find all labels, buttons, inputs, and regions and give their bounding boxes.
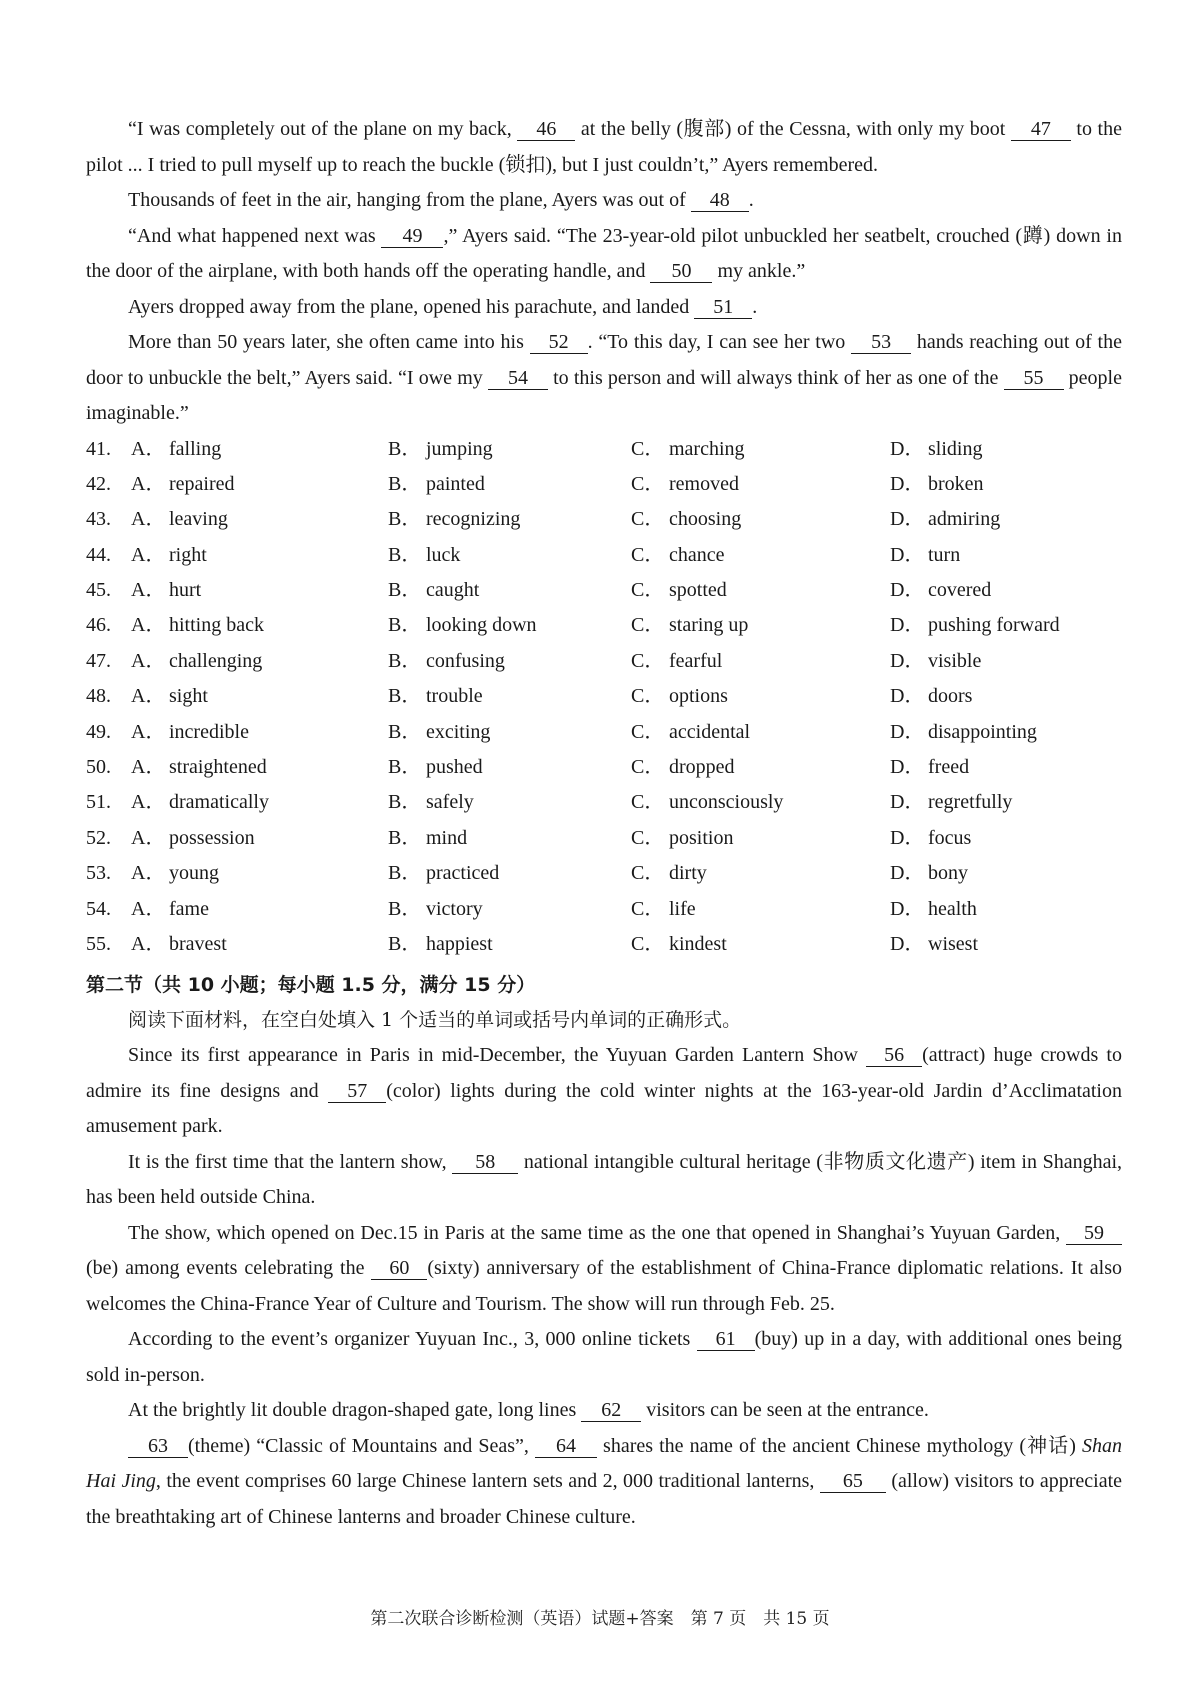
option-letter: C． — [631, 649, 665, 672]
option-letter: B． — [388, 932, 422, 955]
option-letter: B． — [388, 897, 422, 920]
option-row — [86, 785, 1122, 820]
option-b — [388, 821, 467, 856]
option-letter: B． — [388, 472, 422, 495]
text: Thousands of feet in the air, hanging from the plane, Ayers was out of — [128, 189, 691, 211]
option-c — [631, 856, 707, 891]
section-instruction: 阅读下面材料，在空白处填入 1 个适当的单词或括号内单词的正确形式。 — [128, 1009, 742, 1032]
option-b — [388, 467, 485, 502]
option-letter: C． — [631, 472, 665, 495]
option-text: practiced — [426, 862, 500, 885]
text: (color) lights during the cold winter nights at the 163-year-old Jardin d’Acclimatation amusement park. — [86, 1079, 1122, 1138]
question-number: 48. — [86, 685, 111, 708]
option-c — [631, 644, 722, 679]
option-text: admiring — [928, 508, 1001, 531]
option-text: visible — [928, 649, 982, 672]
option-text: unconsciously — [669, 791, 784, 814]
option-letter: D． — [890, 437, 925, 460]
option-c — [631, 750, 735, 785]
option-text: kindest — [669, 932, 727, 955]
text: (attract) huge crowds to admire its fine designs and — [86, 1044, 1122, 1102]
option-letter: B． — [388, 579, 422, 602]
question-number: 41. — [86, 437, 111, 460]
option-row — [86, 892, 1122, 927]
blank-65: 65 — [820, 1470, 886, 1493]
text: Ayers dropped away from the plane, opened his parachute, and landed — [128, 295, 695, 318]
option-row — [86, 821, 1122, 856]
option-text: turn — [928, 543, 961, 566]
option-text: falling — [169, 437, 222, 460]
question-number: 42. — [86, 472, 111, 495]
option-a — [131, 573, 201, 608]
option-d — [890, 467, 984, 502]
blank-49: 49 — [381, 225, 443, 248]
blank-47: 47 — [1011, 118, 1071, 141]
option-text: health — [928, 897, 977, 920]
option-b — [388, 679, 483, 714]
option-d — [890, 608, 1060, 643]
question-number: 54. — [86, 897, 111, 920]
blank-50: 50 — [650, 260, 712, 283]
blank-48: 48 — [691, 189, 749, 212]
option-d — [890, 785, 1012, 820]
option-text: life — [669, 897, 696, 920]
option-row — [86, 608, 1122, 643]
blank-60: 60 — [371, 1257, 427, 1280]
option-text: caught — [426, 579, 480, 602]
option-a — [131, 644, 262, 679]
text: at the belly (腹部) of the Cessna, with only my boot — [575, 118, 1011, 140]
blank-54: 54 — [488, 367, 548, 390]
option-letter: B． — [388, 720, 422, 743]
option-text: marching — [669, 437, 745, 460]
option-letter: A． — [131, 720, 166, 743]
text: Since its first appearance in Paris in mid-December, the Yuyuan Garden Lantern Show — [128, 1044, 867, 1067]
text: hands reaching out of the door to unbuckle the belt,” Ayers said. “I owe my — [86, 331, 1122, 389]
text: to this person and will always think of her as one of the — [547, 366, 1004, 389]
option-c — [631, 467, 739, 502]
question-number: 53. — [86, 862, 111, 885]
option-letter: B． — [388, 543, 422, 566]
option-letter: C． — [631, 508, 665, 531]
option-letter: C． — [631, 862, 665, 885]
option-d — [890, 573, 991, 608]
option-b — [388, 608, 537, 643]
option-letter: A． — [131, 826, 166, 849]
option-text: looking down — [426, 614, 537, 637]
option-text: sight — [169, 685, 208, 708]
option-d — [890, 644, 981, 679]
option-text: jumping — [426, 437, 493, 460]
blank-46: 46 — [517, 118, 575, 141]
text: More than 50 years later, she often came into his — [128, 331, 530, 353]
option-a — [131, 502, 228, 537]
option-letter: A． — [131, 614, 166, 637]
option-d — [890, 715, 1037, 750]
text: (be) among events celebrating the — [86, 1257, 372, 1280]
option-a — [131, 821, 255, 856]
option-c — [631, 679, 728, 714]
option-letter: A． — [131, 579, 166, 602]
option-c — [631, 502, 741, 537]
option-row — [86, 750, 1122, 785]
option-text: luck — [426, 543, 461, 566]
answer-options — [86, 432, 1122, 963]
text: shares the name of the ancient Chinese mythology (神话) — [596, 1434, 1082, 1457]
paragraph — [86, 1322, 1122, 1393]
option-row — [86, 573, 1122, 608]
option-text: wisest — [928, 932, 978, 955]
text: ,” Ayers said. “The 23-year-old pilot unbuckled her seatbelt, crouched (蹲) down in the door of the airplane, with both hands off the operating handle, and — [86, 224, 1122, 282]
question-number: 47. — [86, 649, 111, 672]
option-d — [890, 892, 977, 927]
question-number: 55. — [86, 932, 111, 955]
option-text: exciting — [426, 720, 491, 743]
option-d — [890, 856, 968, 891]
option-text: dramatically — [169, 791, 269, 814]
option-row — [86, 927, 1122, 962]
option-a — [131, 892, 209, 927]
option-letter: C． — [631, 756, 665, 779]
option-text: painted — [426, 472, 485, 495]
option-row — [86, 502, 1122, 537]
option-letter: A． — [131, 508, 166, 531]
option-text: dirty — [669, 862, 707, 885]
option-text: victory — [426, 897, 483, 920]
option-letter: C． — [631, 543, 665, 566]
text: to the pilot ... I tried to pull myself up to reach the buckle (锁扣), but I just couldn’t,” Ayers remembered. — [86, 118, 1122, 176]
option-text: bravest — [169, 932, 227, 955]
option-d — [890, 502, 1000, 537]
blank-52: 52 — [530, 331, 588, 354]
paragraph — [86, 1429, 1122, 1536]
option-text: recognizing — [426, 508, 521, 531]
option-b — [388, 538, 460, 573]
blank-51: 51 — [694, 296, 752, 319]
option-letter: C． — [631, 932, 665, 955]
option-d — [890, 538, 960, 573]
blank-64: 64 — [535, 1435, 597, 1458]
option-letter: D． — [890, 720, 925, 743]
paragraph — [86, 325, 1122, 432]
question-number: 45. — [86, 579, 111, 602]
option-text: leaving — [169, 508, 228, 531]
option-text: choosing — [669, 508, 742, 531]
option-b — [388, 573, 479, 608]
option-text: chance — [669, 543, 725, 566]
option-letter: D． — [890, 614, 925, 637]
option-letter: B． — [388, 756, 422, 779]
option-row — [86, 467, 1122, 502]
blank-62: 62 — [581, 1399, 641, 1422]
text: It is the first time that the lantern show, — [128, 1150, 453, 1173]
option-row — [86, 715, 1122, 750]
option-letter: B． — [388, 826, 422, 849]
option-a — [131, 608, 264, 643]
option-b — [388, 502, 520, 537]
option-letter: D． — [890, 685, 925, 708]
option-c — [631, 785, 783, 820]
option-b — [388, 432, 493, 467]
option-text: spotted — [669, 579, 727, 602]
option-text: staring up — [669, 614, 749, 637]
question-number: 49. — [86, 720, 111, 743]
blank-59: 59 — [1066, 1222, 1122, 1245]
option-text: pushed — [426, 756, 483, 779]
option-letter: A． — [131, 437, 166, 460]
option-text: repaired — [169, 472, 235, 495]
page-footer: 第二次联合诊断检测（英语）试题+答案 第 7 页 共 15 页 — [370, 1609, 830, 1629]
option-c — [631, 538, 725, 573]
option-text: straightened — [169, 756, 267, 779]
blank-55: 55 — [1004, 367, 1064, 390]
option-letter: A． — [131, 791, 166, 814]
option-b — [388, 644, 505, 679]
option-text: pushing forward — [928, 614, 1060, 637]
option-letter: A． — [131, 649, 166, 672]
option-letter: A． — [131, 862, 166, 885]
option-a — [131, 927, 227, 962]
option-d — [890, 927, 978, 962]
option-text: challenging — [169, 649, 263, 672]
option-text: happiest — [426, 932, 493, 955]
option-a — [131, 715, 249, 750]
option-letter: C． — [631, 897, 665, 920]
text: “And what happened next was — [128, 224, 382, 247]
option-text: confusing — [426, 649, 505, 672]
text: The show, which opened on Dec.15 in Paris at the same time as the one that opened in Shanghai’s Yuyuan Garden, — [128, 1221, 1066, 1244]
option-text: options — [669, 685, 728, 708]
option-letter: D． — [890, 862, 925, 885]
option-text: sliding — [928, 437, 983, 460]
option-letter: D． — [890, 826, 925, 849]
text: . “To this day, I can see her two — [587, 331, 852, 353]
option-text: mind — [426, 826, 468, 849]
option-row — [86, 538, 1122, 573]
text: , the event comprises 60 large Chinese lantern sets and 2, 000 traditional lanterns, — [155, 1470, 820, 1493]
option-letter: B． — [388, 649, 422, 672]
blank-56: 56 — [866, 1044, 922, 1067]
option-letter: D． — [890, 649, 925, 672]
option-letter: D． — [890, 543, 925, 566]
option-letter: A． — [131, 543, 166, 566]
option-letter: C． — [631, 720, 665, 743]
blank-57: 57 — [328, 1080, 386, 1103]
option-row — [86, 679, 1122, 714]
option-a — [131, 467, 235, 502]
text: . — [748, 189, 754, 211]
option-c — [631, 927, 727, 962]
option-letter: A． — [131, 932, 166, 955]
option-row — [86, 856, 1122, 891]
option-letter: C． — [631, 579, 665, 602]
option-letter: A． — [131, 472, 166, 495]
option-text: broken — [928, 472, 984, 495]
text: “I was completely out of the plane on my back, — [128, 118, 518, 140]
option-c — [631, 573, 727, 608]
option-c — [631, 892, 696, 927]
option-letter: A． — [131, 685, 166, 708]
option-c — [631, 715, 750, 750]
option-text: doors — [928, 685, 973, 708]
option-text: right — [169, 543, 207, 566]
paragraph — [86, 219, 1122, 290]
option-letter: B． — [388, 614, 422, 637]
text: (allow) visitors to appreciate the breathtaking art of Chinese lanterns and broader Chinese culture. — [86, 1470, 1123, 1528]
option-text: removed — [669, 472, 739, 495]
option-c — [631, 821, 733, 856]
text: (sixty) anniversary of the establishment of China-France diplomatic relations. It also welcomes the China-France Year of Culture and Tourism. The show will run through Feb. 25. — [86, 1257, 1122, 1315]
option-letter: D． — [890, 756, 925, 779]
option-text: dropped — [669, 756, 735, 779]
option-letter: C． — [631, 791, 665, 814]
option-b — [388, 927, 493, 962]
option-letter: B． — [388, 791, 422, 814]
text: visitors can be seen at the entrance. — [641, 1399, 929, 1422]
option-text: trouble — [426, 685, 483, 708]
option-letter: B． — [388, 437, 422, 460]
paragraph — [86, 112, 1122, 183]
option-text: fame — [169, 897, 209, 920]
option-letter: A． — [131, 897, 166, 920]
option-b — [388, 785, 474, 820]
blank-61: 61 — [697, 1328, 755, 1351]
paragraph — [86, 1216, 1122, 1323]
blank-53: 53 — [851, 331, 911, 354]
paragraph — [86, 1145, 1122, 1216]
text: my ankle.” — [712, 260, 806, 282]
option-c — [631, 608, 748, 643]
text: national intangible cultural heritage (非物质文化遗产) item in Shanghai, has been held outside China. — [86, 1150, 1123, 1209]
paragraph — [86, 1038, 1122, 1145]
option-letter: B． — [388, 685, 422, 708]
option-letter: D． — [890, 932, 925, 955]
option-text: incredible — [169, 720, 249, 743]
option-letter: D． — [890, 897, 925, 920]
text: According to the event’s organizer Yuyuan Inc., 3, 000 online tickets — [128, 1328, 697, 1351]
paragraph — [86, 1393, 1122, 1429]
option-row — [86, 432, 1122, 467]
option-text: young — [169, 862, 219, 885]
text: people imaginable.” — [86, 366, 1122, 424]
option-a — [131, 432, 221, 467]
option-letter: B． — [388, 862, 422, 885]
paragraph — [86, 290, 1122, 326]
option-b — [388, 715, 490, 750]
question-number: 51. — [86, 791, 111, 814]
option-letter: C． — [631, 826, 665, 849]
option-text: position — [669, 826, 734, 849]
option-b — [388, 856, 499, 891]
page-content — [86, 112, 1122, 1535]
option-letter: D． — [890, 579, 925, 602]
option-a — [131, 679, 208, 714]
option-letter: C． — [631, 437, 665, 460]
question-number: 52. — [86, 826, 111, 849]
option-letter: A． — [131, 756, 166, 779]
option-b — [388, 750, 483, 785]
text: (theme) “Classic of Mountains and Seas”, — [188, 1434, 535, 1457]
question-number: 50. — [86, 756, 111, 779]
option-a — [131, 785, 269, 820]
text: . — [752, 295, 758, 318]
option-a — [131, 538, 207, 573]
option-text: covered — [928, 579, 992, 602]
option-row — [86, 644, 1122, 679]
option-letter: D． — [890, 508, 925, 531]
blank-58: 58 — [452, 1151, 518, 1174]
question-number: 46. — [86, 614, 111, 637]
paragraph — [86, 183, 1122, 219]
option-text: safely — [426, 791, 474, 814]
option-d — [890, 821, 971, 856]
text: At the brightly lit double dragon-shaped gate, long lines — [128, 1399, 582, 1422]
question-number: 43. — [86, 508, 111, 531]
option-d — [890, 679, 972, 714]
option-letter: B． — [388, 508, 422, 531]
option-text: hitting back — [169, 614, 264, 637]
text: (buy) up in a day, with additional ones being sold in-person. — [86, 1328, 1123, 1386]
section-heading: 第二节（共 10 小题；每小题 1.5 分，满分 15 分） — [86, 974, 536, 997]
option-text: hurt — [169, 579, 202, 602]
option-letter: C． — [631, 614, 665, 637]
option-b — [388, 892, 483, 927]
option-d — [890, 432, 982, 467]
option-d — [890, 750, 969, 785]
italic-title: Shan Hai Jing — [86, 1434, 1122, 1493]
option-text: disappointing — [928, 720, 1037, 743]
option-text: freed — [928, 756, 970, 779]
option-text: bony — [928, 862, 968, 885]
option-text: focus — [928, 826, 972, 849]
option-letter: C． — [631, 685, 665, 708]
option-a — [131, 750, 267, 785]
option-a — [131, 856, 219, 891]
option-text: regretfully — [928, 791, 1013, 814]
option-letter: D． — [890, 472, 925, 495]
question-number: 44. — [86, 543, 111, 566]
option-text: accidental — [669, 720, 751, 743]
option-text: fearful — [669, 649, 723, 672]
option-c — [631, 432, 745, 467]
blank-63: 63 — [128, 1435, 188, 1458]
option-letter: D． — [890, 791, 925, 814]
option-text: possession — [169, 826, 255, 849]
